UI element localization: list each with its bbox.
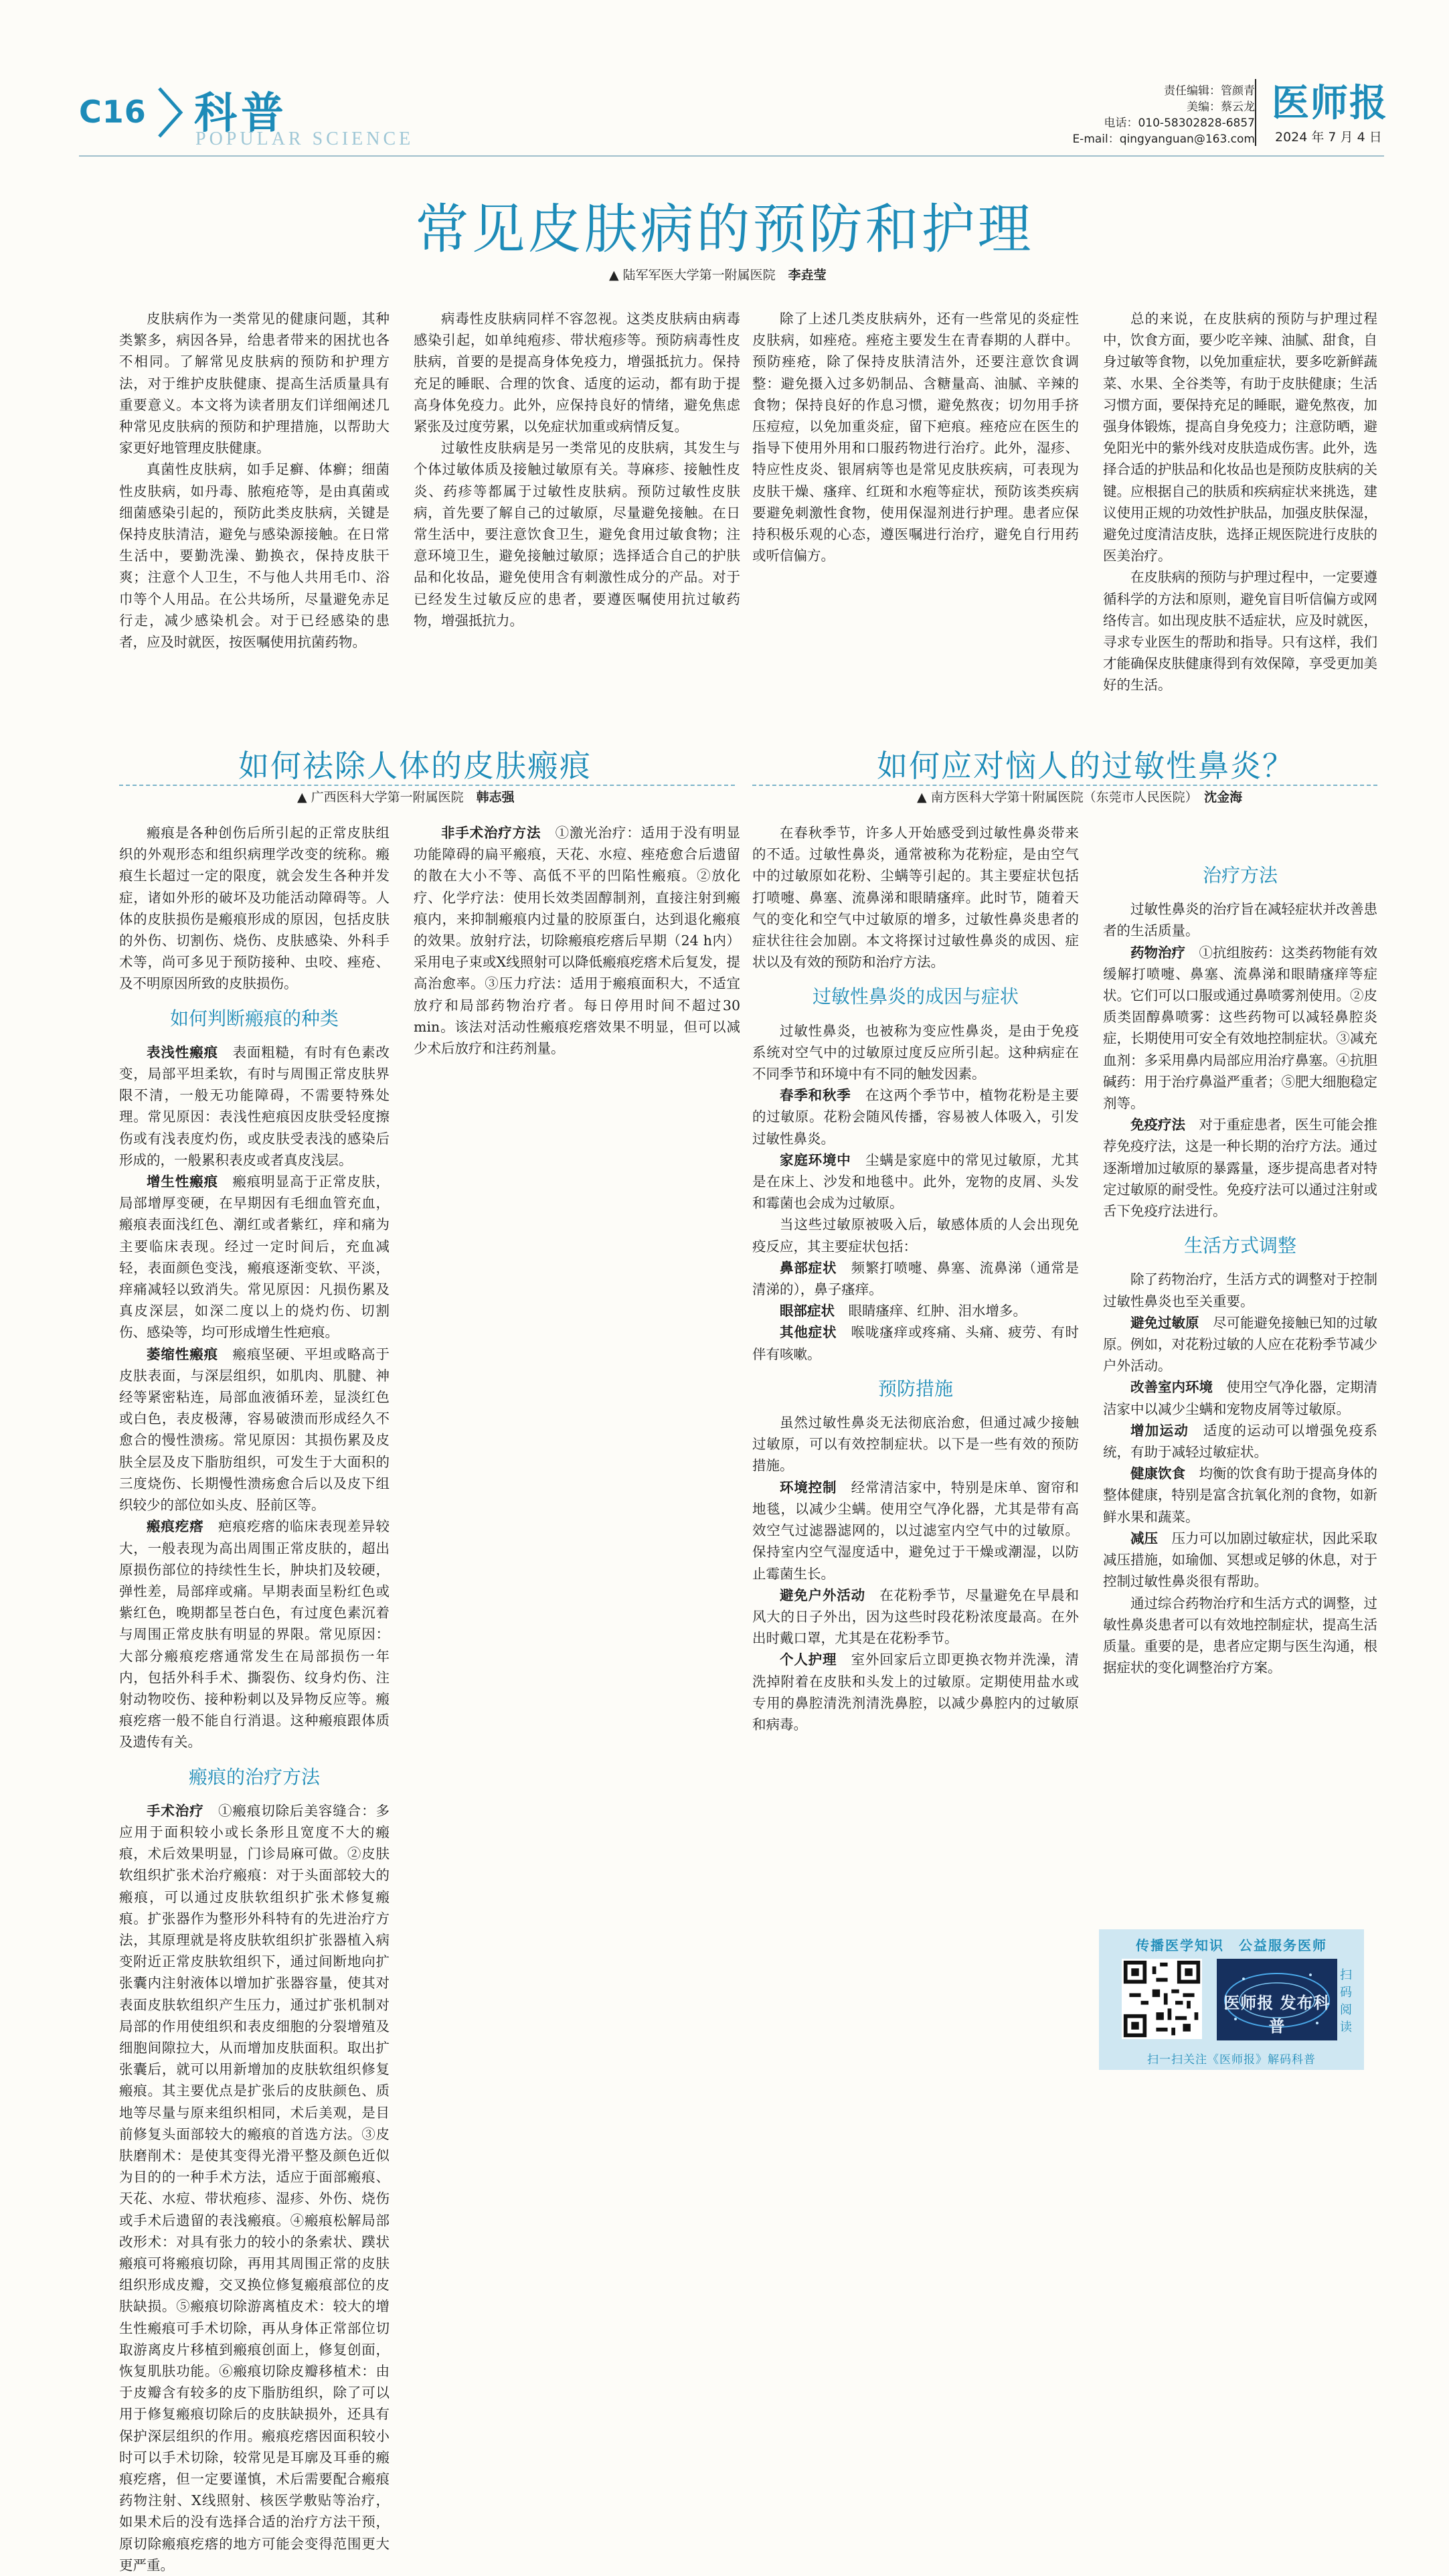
article1-title: 常见皮肤病的预防和护理 xyxy=(415,198,1034,260)
term-label: 药物治疗 xyxy=(1130,944,1185,961)
term-label: 眼部症状 xyxy=(780,1303,835,1319)
article3-subheading: 治疗方法 xyxy=(1202,864,1278,886)
article2-paragraph xyxy=(119,1800,390,2576)
term-text: 适度的运动可以增强免疫系统，有助于减轻过敏症状。 xyxy=(1103,1422,1377,1461)
promo-banner[interactable] xyxy=(1099,1929,1364,2070)
article3-paragraph xyxy=(1103,1528,1377,1593)
article1-paragraph: 除了上述几类皮肤病外，还有一些常见的炎症性皮肤病，如痤疮。痤疮主要发生在青春期的人群中。预防痤疮，除了保持皮肤清洁外，还要注意饮食调整：避免摄入过多奶制品、含糖量高、油腻、辛辣的食物；保持良好的作息习惯，避免熬夜；切勿用手挤压痘痘，以免加重炎症，留下疤痕。痤疮应在医生的指导下使用外用和口服药物进行治疗。此外，湿疹、特应性皮炎、银屑病等也是常见皮肤疾病，可表现为皮肤干燥、瘙痒、红斑和水疱等症状，预防该类疾病要避免刺激性食物，使用保湿剂进行护理。患者应保持积极乐观的心态，遵医嘱进行治疗，避免自行用药或听信偏方。 xyxy=(752,311,1079,564)
article2-author-org: ▲ 广西医科大学第一附属医院 xyxy=(297,790,464,805)
article2-paragraph xyxy=(119,1344,390,1516)
article3-paragraph xyxy=(752,1585,1079,1649)
article1-paragraph: 病毒性皮肤病同样不容忽视。这类皮肤病由病毒感染引起，如单纯疱疹、带状疱疹等。预防病毒性皮肤病，首要的是提高身体免疫力，增强抵抗力。保持充足的睡眠、合理的饮食、适度的运动，都有助于提高身体免疫力。此外，应保持良好的情绪，避免焦虑紧张及过度劳累，以免症状加重或病情反复。 xyxy=(414,311,740,435)
section-title: 科普 xyxy=(194,89,288,139)
article3-subheading: 生活方式调整 xyxy=(1183,1234,1296,1257)
article3-subheading: 过敏性鼻炎的成因与症状 xyxy=(812,985,1019,1008)
article2-paragraph xyxy=(414,822,740,1059)
article1-byline xyxy=(609,265,827,283)
article3-author-org: ▲ 南方医科大学第十附属医院（东莞市人民医院） xyxy=(917,790,1192,805)
article3-paragraph xyxy=(752,1649,1079,1735)
article3-paragraph: 在春秋季节，许多人开始感受到过敏性鼻炎带来的不适。过敏性鼻炎，通常被称为花粉症，是由空气中的过敏原如花粉、尘螨等引起的。其主要症状包括打喷嚏、鼻塞、流鼻涕和眼睛瘙痒。此时节，随着天气的变化和空气中过敏原的增多，过敏性鼻炎患者的症状往往会加剧。本文将探讨过敏性鼻炎的成因、症状以及有效的预防和治疗方法。 xyxy=(752,825,1079,971)
term-label: 其他症状 xyxy=(780,1324,837,1341)
article3-subheading: 预防措施 xyxy=(877,1377,953,1400)
article2-paragraph xyxy=(119,1171,390,1344)
article1-paragraph: 在皮肤病的预防与护理过程中，一定要遵循科学的方法和原则，避免盲目听信偏方或网络传言。如出现皮肤不适症状，应及时就医，寻求专业医生的帮助和指导。只有这样，我们才能确保皮肤健康得到有效保障，享受更加美好的生活。 xyxy=(1103,569,1377,694)
term-label: 增加运动 xyxy=(1130,1422,1189,1439)
article1-paragraph: 过敏性皮肤病是另一类常见的皮肤病，其发生与个体过敏体质及接触过敏原有关。荨麻疹、接触性皮炎、药疹等都属于过敏性皮肤病。预防过敏性皮肤病，首先要了解自己的过敏原，尽量避免接触。在日常生活中，要注意饮食卫生，避免食用过敏食物；注意环境卫生，避免接触过敏原；选择适合自己的护肤品和化妆品，避免使用含有刺激性成分的产品。对于已经发生过敏反应的患者，要遵医嘱使用抗过敏药物，增强抵抗力。 xyxy=(414,440,740,629)
term-text: 疤痕疙瘩的临床表现差异较大，一般表现为高出周围正常皮肤的，超出原损伤部位的持续性生长，肿块扪及较硬，弹性差，局部痒或痛。早期表面呈粉红色或紫红色，晚期都呈苍白色，有过度色素沉着与周围正常皮肤有明显的界限。常见原因：大部分瘢痕疙瘩通常发生在局部损伤一年内，包括外科手术、撕裂伤、纹身灼伤、注射动物咬伤、接种粉刺以及异物反应等。瘢痕疙瘩一般不能自行消退。这种瘢痕跟体质及遗传有关。 xyxy=(119,1518,390,1751)
term-text: 瘢痕明显高于正常皮肤，局部增厚变硬，在早期因有毛细血管充血，瘢痕表面浅红色、潮红或者紫红，痒和痛为主要临床表现。经过一定时间后，充血减轻，表面颜色变浅，瘢痕逐渐变软、平淡，痒痛减轻以致消失。常见原因：凡损伤累及真皮深层，如深二度以上的烧灼伤、切割伤、感染等，均可形成增生性疤痕。 xyxy=(119,1174,390,1341)
term-text: 室外回家后立即更换衣物并洗澡，清洗掉附着在皮肤和头发上的过敏原。定期使用盐水或专用的鼻腔清洗剂清洗鼻腔，以减少鼻腔内的过敏原和病毒。 xyxy=(752,1652,1080,1733)
article3-paragraph xyxy=(752,1257,1079,1300)
term-label: 瘢痕疙瘩 xyxy=(147,1518,204,1535)
article2-paragraph xyxy=(119,1042,390,1171)
header-rule xyxy=(79,155,1384,157)
article3-paragraph: 当这些过敏原被吸入后，敏感体质的人会出现免疫反应，其主要症状包括： xyxy=(752,1216,1079,1255)
page-header xyxy=(0,0,1449,154)
term-label: 非手术治疗方法 xyxy=(441,825,541,841)
term-text: 对于重症患者，医生可能会推荐免疫疗法，这是一种长期的治疗方法。通过逐渐增加过敏原的暴露量，逐步提高患者对特定过敏原的耐受性。免疫疗法可以通过注射或舌下免疫疗法进行。 xyxy=(1103,1117,1377,1220)
term-label: 避免户外活动 xyxy=(780,1587,865,1603)
article2-subheading: 如何判断瘢痕的种类 xyxy=(169,1007,339,1030)
term-label: 环境控制 xyxy=(780,1479,837,1496)
article2-paragraph xyxy=(119,1516,390,1753)
article2-column-1 xyxy=(119,822,390,2573)
article1-column-1 xyxy=(119,308,390,716)
article2-title-rule xyxy=(119,785,735,786)
term-text: 压力可以加剧过敏症状，因此采取减压措施，如瑜伽、冥想或足够的休息，对于控制过敏性鼻炎很有帮助。 xyxy=(1103,1530,1377,1590)
page-number: C16 xyxy=(79,94,147,130)
term-label: 家庭环境中 xyxy=(780,1151,851,1168)
article3-paragraph xyxy=(752,1321,1079,1364)
article3-paragraph xyxy=(1103,942,1377,1115)
article2-paragraph: 瘢痕是各种创伤后所引起的正常皮肤组织的外观形态和组织病理学改变的统称。瘢痕生长超过一定的限度，就会发生各种并发症，诸如外形的破坏及功能活动障碍等。人体的皮肤损伤是瘢痕形成的原因，包括皮肤的外伤、切割伤、烧伤、皮肤感染、外科手术等，尚可多见于预防接种、虫咬、痤疮、及不明原因所致的皮肤损伤。 xyxy=(119,825,390,992)
article3-byline xyxy=(917,787,1242,805)
term-text: 经常清洁家中，特别是床单、窗帘和地毯，以减少尘螨。使用空气净化器，尤其是带有高效空气过滤器滤网的，以过滤室内空气中的过敏原。保持室内空气湿度适中，避免过于干燥或潮湿，以防止霉菌生长。 xyxy=(752,1479,1080,1582)
promo-image xyxy=(1217,1959,1337,2040)
article3-paragraph xyxy=(1103,1463,1377,1528)
article3-paragraph xyxy=(1103,1376,1377,1419)
promo-slogan: 传播医学知识 公益服务医师 xyxy=(1136,1937,1327,1953)
term-label: 个人护理 xyxy=(780,1652,837,1668)
article3-paragraph xyxy=(1103,1312,1377,1377)
term-label: 增生性瘢痕 xyxy=(147,1174,219,1190)
term-text: 频繁打喷嚏、鼻塞、流鼻涕（通常是清涕的），鼻子瘙痒。 xyxy=(752,1259,1080,1298)
term-text: 眼睛瘙痒、红肿、泪水增多。 xyxy=(848,1303,1027,1319)
article1-paragraph: 总的来说，在皮肤病的预防与护理过程中，饮食方面，要少吃辛辣、油腻、甜食，自身过敏等食物，以免加重症状，要多吃新鲜蔬菜、水果、全谷类等，有助于皮肤健康；生活习惯方面，要保持充足的睡眠，避免熬夜，加强身体锻炼，提高自身免疫力；注意防晒，避免阳光中的紫外线对皮肤造成伤害。此外，选择合适的护肤品和化妆品也是预防皮肤病的关键。应根据自己的肤质和疾病症状来挑选，建议使用正规的功效性护肤品，加强皮肤保湿，避免过度清洁皮肤，选择正规医院进行皮肤的医美治疗。 xyxy=(1103,311,1377,564)
term-label: 改善室内环境 xyxy=(1130,1379,1213,1396)
term-label: 萎缩性瘢痕 xyxy=(147,1346,219,1362)
editor-info xyxy=(1072,83,1255,147)
article3-paragraph: 虽然过敏性鼻炎无法彻底治愈，但通过减少接触过敏原，可以有效控制症状。以下是一些有效的预防措施。 xyxy=(752,1415,1079,1474)
article3-paragraph xyxy=(752,1300,1079,1321)
term-label: 健康饮食 xyxy=(1130,1465,1185,1482)
article1-author-name: 李垚莹 xyxy=(788,268,827,283)
term-text: 瘢痕坚硬、平坦或略高于皮肤表面，与深层组织，如肌肉、肌腱、神经等紧密粘连，局部血液循环差，显淡红色或白色，表皮极薄，容易破溃而形成经久不愈合的慢性溃疡。常见原因：其损伤累及皮肤全层及皮下脂肪组织，可发生于大面积的三度烧伤、长期慢性溃疡愈合后以及皮下组织较少的部位如头皮、胫前区等。 xyxy=(119,1346,390,1514)
article3-paragraph xyxy=(1103,1114,1377,1222)
article3-author-name: 沈金海 xyxy=(1204,790,1243,805)
article1-author-org: ▲ 陆军军医大学第一附属医院 xyxy=(609,268,776,283)
article3-paragraph xyxy=(1103,1420,1377,1463)
article3-paragraph: 过敏性鼻炎，也被称为变应性鼻炎，是由于免疫系统对空气中的过敏原过度反应所引起。这种病症在不同季节和环境中有不同的触发因素。 xyxy=(752,1022,1079,1082)
article1-column-2 xyxy=(414,308,740,716)
term-label: 手术治疗 xyxy=(147,1802,204,1819)
qr-code-icon[interactable] xyxy=(1122,1959,1202,2039)
article3-title-rule xyxy=(752,785,1377,786)
article3-column-1 xyxy=(752,822,1079,2074)
term-text: 表面粗糙，有时有色素改变，局部平坦柔软，有时与周围正常皮肤界限不清，一般无功能障碍，不需要特殊处理。常见原因：表浅性疤痕因皮肤受轻度擦伤或有浅表度灼伤，或皮肤受表浅的感染后形成的，一般累积表皮或者真皮浅层。 xyxy=(119,1044,390,1168)
article3-paragraph: 过敏性鼻炎的治疗旨在减轻症状并改善患者的生活质量。 xyxy=(1103,901,1377,939)
term-text: 在花粉季节，尽量避免在早晨和风大的日子外出，因为这些时段花粉浓度最高。在外出时戴口罩，尤其是在花粉季节。 xyxy=(752,1587,1080,1647)
article3-paragraph xyxy=(752,1084,1079,1149)
designer-line: 美编：蔡云龙 xyxy=(1187,100,1255,114)
term-text: ①瘢痕切除后美容缝合：多应用于面积较小或长条形且宽度不大的瘢痕，术后效果明显，门诊局麻可做。②皮肤软组织扩张术治疗瘢痕：对于头面部较大的瘢痕，可以通过皮肤软组织扩张术修复瘢痕。扩张器作为整形外科特有的先进治疗方法，其原理就是将皮肤软组织扩张器植入病变附近正常皮肤软组织下，通过间断地向扩张囊内注射液体以增加扩张器容量，使其对表面皮肤软组织产生压力，通过扩张机制对局部的作用使组织和表皮细胞的分裂增殖及细胞间隙拉大，从而增加皮肤面积。取出扩张囊后，就可以用新增加的皮肤软组织修复瘢痕。其主要优点是扩张后的皮肤颜色、质地等尽量与原来组织相同，术后美观，是目前修复头面部较大的瘢痕的首选方法。③皮肤磨削术：是使其变得光滑平整及颜色近似为目的的一种手术方法，适应于面部瘢痕、天花、水痘、带状疱疹、湿疹、外伤、烧伤或手术后遗留的表浅瘢痕。④瘢痕松解局部改形术：对具有张力的较小的条索状、蹼状瘢痕可将瘢痕切除，再用其周围正常的皮肤组织形成皮瓣，交叉换位修复瘢痕部位的皮肤缺损。⑤瘢痕切除游离植皮术：较大的增生性瘢痕可手术切除，再从身体正常部位切取游离皮片移植到瘢痕创面上，修复创面，恢复肌肤功能。⑥瘢痕切除皮瓣移植术：由于皮瓣含有较多的皮下脂肪组织，除了可以用于修复瘢痕切除后的皮肤缺损外，还具有保护深层组织的作用。瘢痕疙瘩因面积较小时可以手术切除，较常见是耳廓及耳垂的瘢痕疙瘩，但一定要谨慎，术后需要配合瘢痕药物注射、X线照射、核医学敷贴等治疗，如果术后的没有选择合适的治疗方法干预，原切除瘢痕疙瘩的地方可能会变得范围更大更严重。 xyxy=(119,1802,390,2573)
article3-title: 如何应对恼人的过敏性鼻炎？ xyxy=(877,748,1294,784)
chevron-right-icon xyxy=(155,86,185,139)
promo-caption: 扫一扫关注《医师报》解码科普 xyxy=(1147,2053,1316,2067)
article1-column-4 xyxy=(1103,308,1377,716)
article3-paragraph: 除了药物治疗，生活方式的调整对于控制过敏性鼻炎也至关重要。 xyxy=(1103,1271,1377,1309)
article2-column-2 xyxy=(414,822,740,2074)
article2-subheading: 瘢痕的治疗方法 xyxy=(188,1765,320,1788)
article2-title: 如何祛除人体的皮肤瘢痕 xyxy=(238,748,592,784)
article1-paragraph: 真菌性皮肤病，如手足癣、体癣；细菌性皮肤病，如丹毒、脓疱疮等，是由真菌或细菌感染引起的，预防此类皮肤病，关键是保持皮肤清洁，避免与感染源接触。在日常生活中，要勤洗澡、勤换衣，保持皮肤干爽；注意个人卫生，不与他人共用毛巾、浴巾等个人用品。在公共场所，尽量避免赤足行走，减少感染机会。对于已经感染的患者，应及时就医，按医嘱使用抗菌药物。 xyxy=(119,461,390,651)
article2-byline xyxy=(297,787,515,805)
term-text: 尽可能避免接触已知的过敏原。例如，对花粉过敏的人应在花粉季节减少户外活动。 xyxy=(1103,1314,1377,1374)
promo-side-text: 扫码阅读 xyxy=(1340,1968,1352,2034)
term-text: 在这两个季节中，植物花粉是主要的过敏原。花粉会随风传播，容易被人体吸入，引发过敏性鼻炎。 xyxy=(752,1087,1080,1147)
term-label: 春季和秋季 xyxy=(780,1087,851,1104)
article3-paragraph: 通过综合药物治疗和生活方式的调整，过敏性鼻炎患者可以有效地控制症状，提高生活质量。重要的是，患者应定期与医生沟通，根据症状的变化调整治疗方案。 xyxy=(1103,1595,1377,1676)
section-title-english: POPULAR SCIENCE xyxy=(195,129,414,149)
article1-column-3 xyxy=(752,308,1079,716)
header-divider xyxy=(1255,79,1256,146)
term-text: ①激光治疗：适用于没有明显功能障碍的扁平瘢痕，天花、水痘、痤疮愈合后遗留的散在大小不等、高低不平的凹陷性瘢痕。②放化疗、化学疗法：使用长效类固醇制剂，直接注射到瘢痕内，来抑制瘢痕内过量的胶原蛋白，达到退化瘢痕的效果。放射疗法，切除瘢痕疙瘩后早期（24 h内）采用电子束或X线照射可以降低瘢痕疙瘩术后复发，提高治愈率。③压力疗法：适用于瘢痕面积大，不适宜放疗和局部药物治疗者。每日停用时间不超过30 min。该法对活动性瘢痕疙瘩效果不明显，但可以减少术后放疗和注药剂量。 xyxy=(414,825,741,1057)
article3-column-2 xyxy=(1103,822,1377,1920)
masthead-logo: 医师报 xyxy=(1272,82,1388,125)
email-line: E-mail：qingyanguan@163.com xyxy=(1072,133,1255,146)
term-label: 表浅性瘢痕 xyxy=(147,1044,219,1060)
issue-date: 2024 年 7 月 4 日 xyxy=(1275,130,1382,145)
term-text: 使用空气净化器，定期清洁家中以减少尘螨和宠物皮屑等过敏原。 xyxy=(1103,1379,1377,1417)
term-label: 避免过敏原 xyxy=(1130,1314,1199,1331)
article1-paragraph: 皮肤病作为一类常见的健康问题，其种类繁多，病因各异，给患者带来的困扰也各不相同。了解常见皮肤病的预防和护理方法，对于维护皮肤健康、提高生活质量具有重要意义。本文将为读者朋友们详细阐述几种常见皮肤病的预防和护理措施，以帮助大家更好地管理皮肤健康。 xyxy=(119,311,390,457)
phone-line: 电话：010-58302828-6857 xyxy=(1104,116,1255,130)
article3-paragraph xyxy=(752,1477,1079,1585)
term-text: 均衡的饮食有助于提高身体的整体健康，特别是富含抗氧化剂的食物，如新鲜水果和蔬菜。 xyxy=(1103,1465,1377,1525)
term-label: 鼻部症状 xyxy=(780,1259,837,1276)
term-text: ①抗组胺药：这类药物能有效缓解打喷嚏、鼻塞、流鼻涕和眼睛瘙痒等症状。它们可以口服或通过鼻喷雾剂使用。②皮质类固醇鼻喷雾：这些药物可以减轻鼻腔炎症，长期使用可安全有效地控制症状。③减充血剂：多采用鼻内局部应用治疗鼻塞。④抗胆碱药：用于治疗鼻溢严重者；⑤肥大细胞稳定剂等。 xyxy=(1103,944,1377,1112)
article3-paragraph xyxy=(752,1149,1079,1214)
term-label: 免疫疗法 xyxy=(1130,1117,1185,1133)
term-text: 喉咙瘙痒或疼痛、头痛、疲劳、有时伴有咳嗽。 xyxy=(752,1324,1080,1362)
promo-image-text: 医师报 发布科普 xyxy=(1223,1994,1331,2036)
term-label: 减压 xyxy=(1130,1530,1158,1546)
term-text: 尘螨是家庭中的常见过敏原，尤其是在床上、沙发和地毯中。此外，宠物的皮屑、头发和霉菌也会成为过敏原。 xyxy=(752,1151,1080,1212)
editor-line: 责任编辑：管颜青 xyxy=(1164,84,1255,98)
article2-author-name: 韩志强 xyxy=(476,790,515,805)
